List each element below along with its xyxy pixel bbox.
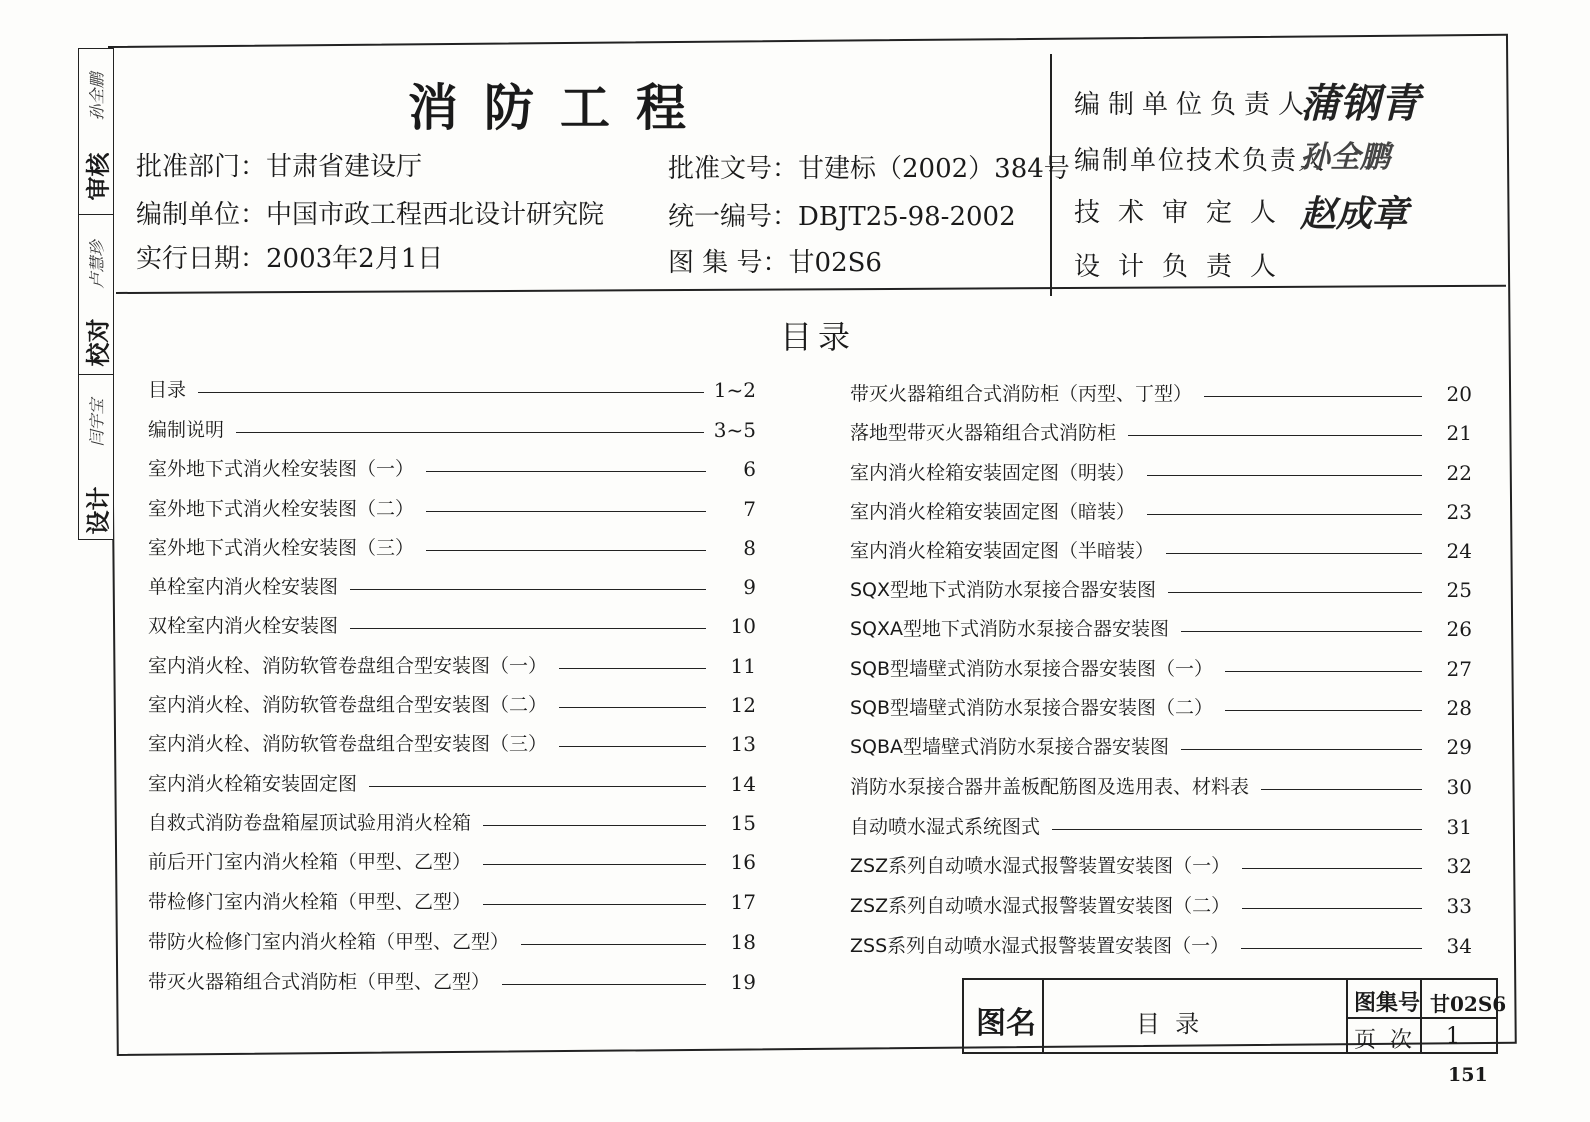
signoff-strip: [78, 48, 114, 540]
toc-entry-title: 室内消火栓、消防软管卷盘组合型安装图（三）: [148, 733, 548, 755]
toc-leader: [1128, 435, 1422, 436]
signoff-cell-design: [79, 375, 113, 541]
toc-entry-page: 15: [730, 811, 756, 835]
toc-entry[interactable]: [850, 578, 1472, 602]
toc-entry[interactable]: [148, 930, 756, 954]
toc-entry-page: 29: [1446, 735, 1472, 759]
signoff-label-review: 审核: [83, 152, 113, 201]
toc-entry-page: 9: [743, 575, 756, 599]
toc-leader: [426, 550, 706, 551]
toc-entry-title: 带检修门室内消火栓箱（甲型、乙型）: [148, 891, 472, 913]
toc-entry-title: 单栓室内消火栓安装图: [148, 576, 339, 598]
toc-entry-title: 落地型带灭火器箱组合式消防柜: [850, 422, 1117, 444]
toc-leader: [502, 984, 706, 985]
toc-leader: [483, 904, 706, 905]
toc-entry-title: ZSZ系列自动喷水湿式报警装置安装图（二）: [850, 895, 1231, 917]
toc-entry-title: 室内消火栓箱安装固定图（明装）: [850, 462, 1136, 484]
toc-entry[interactable]: [850, 854, 1472, 878]
toc-leader: [350, 589, 706, 590]
title-block-row-divider: [1348, 1017, 1420, 1019]
toc-entry[interactable]: [148, 970, 756, 994]
signoff-signature-check: 卢慧珍: [87, 240, 107, 289]
toc-leader: [426, 511, 706, 512]
toc-entry[interactable]: [148, 457, 756, 481]
toc-entry-page: 33: [1446, 894, 1472, 918]
toc-entry-title: SQB型墙壁式消防水泵接合器安装图（一）: [850, 658, 1214, 680]
toc-leader: [483, 864, 706, 865]
title-block-name-label: 图名: [976, 1006, 1036, 1041]
unified-number: 统一编号：DBJT25-98-2002: [668, 202, 1016, 232]
toc-leader: [483, 825, 706, 826]
toc-entry-page: 19: [730, 970, 756, 994]
toc-entry-title: 双栓室内消火栓安装图: [148, 615, 339, 637]
toc-leader: [559, 746, 706, 747]
toc-entry[interactable]: [148, 497, 756, 521]
toc-leader: [369, 786, 706, 787]
toc-entry[interactable]: [148, 732, 756, 756]
toc-entry[interactable]: [850, 815, 1472, 839]
toc-entry-title: 自动喷水湿式系统图式: [850, 816, 1041, 838]
toc-leader: [1166, 553, 1422, 554]
signoff-label-check: 校对: [83, 318, 113, 367]
toc-entry-title: 室外地下式消火栓安装图（二）: [148, 498, 415, 520]
toc-entry-title: SQB型墙壁式消防水泵接合器安装图（二）: [850, 697, 1214, 719]
page-title: 消防工程: [408, 79, 712, 137]
toc-entry-title: 带防火检修门室内消火栓箱（甲型、乙型）: [148, 931, 510, 953]
toc-entry-title: ZSS系列自动喷水湿式报警装置安装图（一）: [850, 935, 1230, 957]
signoff-signature-design: 闫宇宝: [87, 398, 107, 447]
signoff-cell-review: [79, 49, 113, 215]
toc-leader: [198, 392, 704, 393]
toc-leader: [1181, 631, 1422, 632]
toc-entry-title: 室内消火栓、消防软管卷盘组合型安装图（二）: [148, 694, 548, 716]
role-tech-head: 编制单位技术负责人: [1074, 146, 1327, 176]
title-block-name-value-cell: [1044, 980, 1348, 1052]
title-block-label-cell: [1348, 980, 1422, 1052]
toc-leader: [350, 628, 706, 629]
role-design-lead: 设计负责人: [1074, 252, 1295, 282]
title-block-name-label-cell: [964, 980, 1044, 1052]
toc-entry[interactable]: [148, 772, 756, 796]
toc-entry-page: 11: [730, 654, 756, 678]
toc-leader: [1261, 789, 1422, 790]
approval-doc-number: 批准文号：甘建标（2002）384号: [668, 154, 1070, 184]
toc-entry-title: SQX型地下式消防水泵接合器安装图: [850, 579, 1157, 601]
toc-leader: [426, 471, 706, 472]
toc-entry[interactable]: [148, 536, 756, 560]
toc-entry-page: 8: [743, 536, 756, 560]
toc-entry-page: 6: [743, 457, 756, 481]
effective-date: 实行日期：2003年2月1日: [136, 244, 444, 274]
toc-entry-title: 带灭火器箱组合式消防柜（甲型、乙型）: [148, 971, 491, 993]
compiler-unit: 编制单位：中国市政工程西北设计研究院: [136, 200, 605, 230]
toc-entry[interactable]: [850, 775, 1472, 799]
toc-entry-page: 17: [730, 890, 756, 914]
toc-leader: [1147, 514, 1422, 515]
title-block: [962, 978, 1507, 1054]
toc-leader: [1242, 908, 1422, 909]
sheet-page-number: 151: [1448, 1064, 1488, 1086]
toc-entry-title: 前后开门室内消火栓箱（甲型、乙型）: [148, 851, 472, 873]
toc-entry-page: 32: [1446, 854, 1472, 878]
toc-entry[interactable]: [148, 850, 756, 874]
toc-entry-page: 25: [1446, 578, 1472, 602]
toc-entry-page: 7: [743, 497, 756, 521]
title-block-page-value: 1: [1446, 1024, 1460, 1049]
title-block-name-value: 目 录: [1136, 1010, 1200, 1038]
toc-entry-page: 30: [1446, 775, 1472, 799]
toc-entry-title: 室内消火栓、消防软管卷盘组合型安装图（一）: [148, 655, 548, 677]
toc-entry[interactable]: [850, 461, 1472, 485]
title-block-atlas-value: 甘02S6: [1430, 992, 1507, 1016]
toc-entry[interactable]: [148, 614, 756, 638]
toc-entry-title: SQBA型墙壁式消防水泵接合器安装图: [850, 736, 1170, 758]
title-block-value-cell: [1422, 980, 1507, 1052]
approval-dept: 批准部门：甘肃省建设厅: [136, 152, 423, 182]
toc-entry-page: 12: [730, 693, 756, 717]
toc-entry[interactable]: [850, 421, 1472, 445]
signature-tech-head: 孙全鹏: [1300, 140, 1390, 175]
toc-entry-title: 自救式消防卷盘箱屋顶试验用消火栓箱: [148, 812, 472, 834]
toc-leader: [1181, 749, 1422, 750]
signoff-label-design: 设计: [83, 486, 113, 535]
toc-entry[interactable]: [850, 934, 1472, 958]
signature-tech-approver: 赵成章: [1300, 193, 1409, 235]
toc-entry[interactable]: [850, 894, 1472, 918]
toc-entry-page: 18: [730, 930, 756, 954]
toc-entry-page: 34: [1446, 934, 1472, 958]
toc-entry[interactable]: [148, 418, 756, 442]
title-block-row-divider: [1422, 1017, 1496, 1019]
toc-entry-title: 室内消火栓箱安装固定图: [148, 773, 358, 795]
toc-leader: [1242, 868, 1422, 869]
toc-entry[interactable]: [850, 500, 1472, 524]
signoff-cell-check: [79, 215, 113, 375]
toc-entry-title: SQXA型地下式消防水泵接合器安装图: [850, 618, 1170, 640]
toc-entry[interactable]: [148, 575, 756, 599]
toc-leader: [559, 707, 706, 708]
toc-leader: [1225, 710, 1422, 711]
toc-entry[interactable]: [148, 378, 756, 402]
atlas-number: 图 集 号：甘02S6: [668, 248, 882, 278]
toc-entry-page: 24: [1446, 539, 1472, 563]
toc-entry-page: 13: [730, 732, 756, 756]
toc-entry-page: 23: [1446, 500, 1472, 524]
toc-entry-title: 室外地下式消火栓安装图（一）: [148, 458, 415, 480]
toc-entry-page: 20: [1446, 382, 1472, 406]
title-block-atlas-label: 图集号: [1354, 990, 1421, 1016]
toc-leader: [559, 668, 706, 669]
toc-entry-page: 10: [730, 614, 756, 638]
toc-entry-page: 27: [1446, 657, 1472, 681]
toc-entry-page: 26: [1446, 617, 1472, 641]
toc-entry-page: 3~5: [713, 418, 756, 442]
toc-leader: [1168, 592, 1422, 593]
signoff-signature-review: 孙全鹏: [87, 72, 107, 121]
toc-entry-page: 21: [1446, 421, 1472, 445]
toc-entry[interactable]: [148, 890, 756, 914]
role-compiler-head: 编制单位负责人: [1074, 90, 1313, 120]
toc-entry[interactable]: [850, 657, 1472, 681]
toc-entry[interactable]: [850, 696, 1472, 720]
toc-leader: [521, 944, 706, 945]
toc-leader: [1204, 396, 1422, 397]
toc-entry-title: 消防水泵接合器井盖板配筋图及选用表、材料表: [850, 776, 1250, 798]
toc-entry-page: 14: [730, 772, 756, 796]
toc-entry-page: 28: [1446, 696, 1472, 720]
toc-entry[interactable]: [850, 617, 1472, 641]
toc-entry-title: 编制说明: [148, 419, 225, 441]
toc-entry[interactable]: [148, 693, 756, 717]
toc-leader: [1052, 829, 1422, 830]
toc-entry-title: 目录: [148, 379, 187, 401]
toc-entry-page: 22: [1446, 461, 1472, 485]
toc-entry-title: 带灭火器箱组合式消防柜（丙型、丁型）: [850, 383, 1193, 405]
toc-leader: [1147, 475, 1422, 476]
toc-entry-page: 16: [730, 850, 756, 874]
role-tech-approver: 技术审定人: [1074, 198, 1295, 228]
toc-entry-page: 31: [1446, 815, 1472, 839]
title-block-page-label: 页 次: [1354, 1028, 1412, 1053]
toc-entry-title: 室内消火栓箱安装固定图（暗装）: [850, 501, 1136, 523]
toc-title: 目录: [780, 318, 857, 356]
toc-leader: [1241, 948, 1422, 949]
toc-entry-title: 室外地下式消火栓安装图（三）: [148, 537, 415, 559]
toc-leader: [1225, 671, 1422, 672]
toc-entry[interactable]: [850, 735, 1472, 759]
toc-entry[interactable]: [850, 539, 1472, 563]
toc-entry-title: ZSZ系列自动喷水湿式报警装置安装图（一）: [850, 855, 1231, 877]
toc-entry[interactable]: [850, 382, 1472, 406]
toc-entry-page: 1~2: [713, 378, 756, 402]
signature-compiler-head: 蒲钢青: [1300, 80, 1420, 127]
toc-entry[interactable]: [148, 811, 756, 835]
toc-leader: [236, 432, 704, 433]
toc-entry[interactable]: [148, 654, 756, 678]
toc-entry-title: 室内消火栓箱安装固定图（半暗装）: [850, 540, 1155, 562]
